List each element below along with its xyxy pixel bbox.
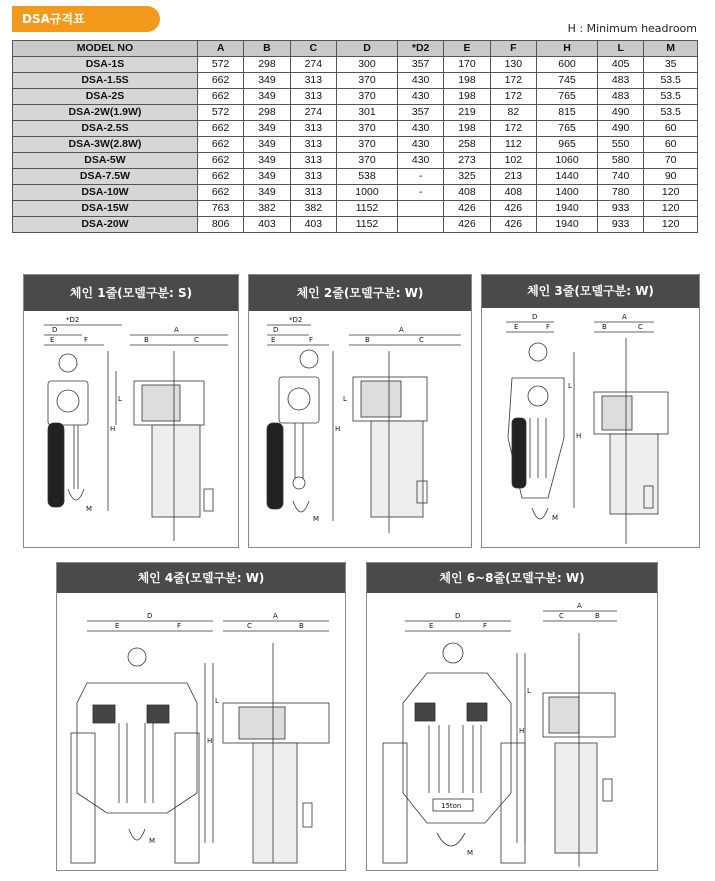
table-cell: 933 (597, 201, 643, 217)
dim-m-label: M (149, 837, 156, 845)
diagram-panel-2 (248, 274, 472, 548)
dim-d-label: D (455, 612, 461, 620)
dim-b-label: B (144, 336, 149, 344)
dim-l-label: L (343, 395, 347, 403)
dim-e-label: E (115, 622, 120, 630)
panel-1-title: 체인 1줄(모델구분: S) (24, 275, 238, 311)
dim-f-label: F (84, 336, 89, 344)
dim-d-label: D (147, 612, 153, 620)
column-header: H (537, 41, 598, 57)
table-cell: 349 (244, 137, 290, 153)
table-cell: 430 (397, 153, 443, 169)
table-cell: 426 (444, 217, 490, 233)
dim-m-label: M (313, 515, 320, 523)
dim-m-label: M (86, 505, 93, 513)
table-row (13, 153, 698, 169)
table-cell: 349 (244, 121, 290, 137)
table-cell (397, 217, 443, 233)
dim-f-label: F (177, 622, 182, 630)
table-cell: 1060 (537, 153, 598, 169)
table-header-row (13, 41, 698, 57)
model-cell: DSA-1.5S (13, 73, 198, 89)
table-cell: 483 (597, 73, 643, 89)
dim-a-label: A (399, 326, 404, 334)
table-row (13, 185, 698, 201)
model-cell: DSA-10W (13, 185, 198, 201)
capacity-label: 15ton (441, 802, 462, 810)
table-cell: 258 (444, 137, 490, 153)
table-cell: 426 (444, 201, 490, 217)
table-cell: 370 (337, 137, 398, 153)
table-cell: 120 (644, 217, 698, 233)
table-cell: 1400 (537, 185, 598, 201)
table-cell: 426 (490, 201, 536, 217)
dim-h-label: H (335, 425, 341, 433)
table-cell: 740 (597, 169, 643, 185)
table-cell: 90 (644, 169, 698, 185)
table-cell: - (397, 185, 443, 201)
panel-2-title: 체인 2줄(모델구분: W) (249, 275, 471, 311)
table-cell: 35 (644, 57, 698, 73)
table-cell: 430 (397, 73, 443, 89)
model-cell: DSA-2W(1.9W) (13, 105, 198, 121)
dim-c-label: C (559, 612, 564, 620)
section-tag: DSA규격표 (12, 6, 160, 32)
table-cell: 426 (490, 217, 536, 233)
table-cell: 213 (490, 169, 536, 185)
dim-a-label: A (174, 326, 179, 334)
table-cell: 490 (597, 105, 643, 121)
table-cell: 403 (290, 217, 336, 233)
dim-b-label: B (299, 622, 304, 630)
table-cell: 349 (244, 153, 290, 169)
dim-d-label: D (532, 313, 538, 321)
table-row (13, 217, 698, 233)
column-header: MODEL NO (13, 41, 198, 57)
headroom-note: H : Minimum headroom (567, 22, 697, 35)
dim-h-label: H (207, 737, 213, 745)
chain-3-diagram (482, 308, 699, 547)
dim-l-label: L (215, 697, 219, 705)
table-cell: 301 (337, 105, 398, 121)
table-cell (397, 201, 443, 217)
table-cell: 53.5 (644, 73, 698, 89)
table-cell: 763 (197, 201, 243, 217)
chain-4-diagram (57, 593, 345, 870)
table-row (13, 169, 698, 185)
dim-d-label: D (52, 326, 58, 334)
dim-f-label: F (309, 336, 314, 344)
dim-h-label: H (110, 425, 116, 433)
table-cell: 60 (644, 121, 698, 137)
column-header: C (290, 41, 336, 57)
table-cell: 408 (444, 185, 490, 201)
table-cell: 70 (644, 153, 698, 169)
dim-h-label: H (519, 727, 525, 735)
dim-a-label: A (273, 612, 278, 620)
table-cell: 130 (490, 57, 536, 73)
dim-b-label: B (602, 323, 607, 331)
table-cell: 430 (397, 89, 443, 105)
diagram-panel-1 (23, 274, 239, 548)
table-cell: 538 (337, 169, 398, 185)
table-row (13, 73, 698, 89)
table-cell: 662 (197, 185, 243, 201)
column-header: L (597, 41, 643, 57)
table-cell: 765 (537, 89, 598, 105)
table-cell: 403 (244, 217, 290, 233)
model-cell: DSA-3W(2.8W) (13, 137, 198, 153)
table-cell: 112 (490, 137, 536, 153)
dim-e-label: E (429, 622, 434, 630)
table-cell: 572 (197, 105, 243, 121)
table-cell: 662 (197, 169, 243, 185)
table-cell: 325 (444, 169, 490, 185)
table-cell: 349 (244, 89, 290, 105)
table-cell: 120 (644, 185, 698, 201)
table-cell: 370 (337, 89, 398, 105)
table-cell: 662 (197, 153, 243, 169)
table-cell: 1940 (537, 217, 598, 233)
table-row (13, 57, 698, 73)
table-cell: 349 (244, 185, 290, 201)
table-cell: 172 (490, 73, 536, 89)
table-cell: 580 (597, 153, 643, 169)
table-cell: 273 (444, 153, 490, 169)
column-header: A (197, 41, 243, 57)
dim-b-label: B (365, 336, 370, 344)
table-cell: 1152 (337, 217, 398, 233)
table-row (13, 121, 698, 137)
column-header: *D2 (397, 41, 443, 57)
table-cell: 490 (597, 121, 643, 137)
table-cell: 313 (290, 89, 336, 105)
table-cell: 170 (444, 57, 490, 73)
table-cell: 933 (597, 217, 643, 233)
dim-e-label: E (514, 323, 519, 331)
table-cell: 370 (337, 121, 398, 137)
diagram-panel-5 (366, 562, 658, 871)
dim-f-label: F (546, 323, 551, 331)
table-cell: 1152 (337, 201, 398, 217)
table-row (13, 89, 698, 105)
dim-m-label: M (467, 849, 474, 857)
panel-3-title: 체인 3줄(모델구분: W) (482, 275, 699, 308)
table-row (13, 105, 698, 121)
table-cell: 405 (597, 57, 643, 73)
table-row (13, 137, 698, 153)
table-cell: 382 (290, 201, 336, 217)
table-cell: 274 (290, 57, 336, 73)
table-cell: 357 (397, 57, 443, 73)
table-cell: 965 (537, 137, 598, 153)
table-cell: 313 (290, 121, 336, 137)
dim-d2-label: *D2 (289, 316, 303, 324)
table-cell: 172 (490, 121, 536, 137)
table-cell: 662 (197, 89, 243, 105)
chain-2-diagram (249, 311, 471, 547)
table-cell: 102 (490, 153, 536, 169)
column-header: D (337, 41, 398, 57)
table-cell: 572 (197, 57, 243, 73)
diagram-panel-4 (56, 562, 346, 871)
table-cell: 370 (337, 153, 398, 169)
model-cell: DSA-1S (13, 57, 198, 73)
table-cell: 172 (490, 89, 536, 105)
table-cell: 408 (490, 185, 536, 201)
table-cell: 313 (290, 137, 336, 153)
dim-m-label: M (552, 514, 559, 522)
table-cell: 780 (597, 185, 643, 201)
column-header: M (644, 41, 698, 57)
chain-6-8-diagram (367, 593, 657, 870)
model-cell: DSA-2.5S (13, 121, 198, 137)
table-cell: 349 (244, 169, 290, 185)
dim-e-label: E (271, 336, 276, 344)
table-cell: 1000 (337, 185, 398, 201)
panel-5-title: 체인 6~8줄(모델구분: W) (367, 563, 657, 593)
model-cell: DSA-7.5W (13, 169, 198, 185)
dim-a-label: A (577, 602, 582, 610)
table-cell: 662 (197, 137, 243, 153)
dim-d2-label: *D2 (66, 316, 80, 324)
dim-l-label: L (527, 687, 531, 695)
dim-c-label: C (194, 336, 199, 344)
table-cell: 765 (537, 121, 598, 137)
model-cell: DSA-15W (13, 201, 198, 217)
table-cell: 298 (244, 57, 290, 73)
dim-c-label: C (638, 323, 643, 331)
dim-h-label: H (576, 432, 582, 440)
model-cell: DSA-20W (13, 217, 198, 233)
table-cell: 274 (290, 105, 336, 121)
column-header: B (244, 41, 290, 57)
table-row (13, 201, 698, 217)
table-cell: 349 (244, 73, 290, 89)
table-cell: 662 (197, 121, 243, 137)
table-cell: 662 (197, 73, 243, 89)
dim-f-label: F (483, 622, 488, 630)
table-cell: 198 (444, 73, 490, 89)
table-cell: 1940 (537, 201, 598, 217)
table-cell: 60 (644, 137, 698, 153)
table-cell: 745 (537, 73, 598, 89)
table-cell: 219 (444, 105, 490, 121)
table-cell: 815 (537, 105, 598, 121)
model-cell: DSA-5W (13, 153, 198, 169)
dim-l-label: L (568, 382, 572, 390)
table-cell: 806 (197, 217, 243, 233)
table-cell: 300 (337, 57, 398, 73)
table-cell: 313 (290, 169, 336, 185)
table-cell: 313 (290, 185, 336, 201)
diagram-panel-3 (481, 274, 700, 548)
dim-d-label: D (273, 326, 279, 334)
table-cell: 382 (244, 201, 290, 217)
panel-4-title: 체인 4줄(모델구분: W) (57, 563, 345, 593)
chain-1-diagram (24, 311, 238, 547)
column-header: E (444, 41, 490, 57)
column-header: F (490, 41, 536, 57)
table-cell: 1440 (537, 169, 598, 185)
table-cell: - (397, 169, 443, 185)
table-cell: 298 (244, 105, 290, 121)
table-cell: 430 (397, 137, 443, 153)
table-cell: 53.5 (644, 89, 698, 105)
table-cell: 370 (337, 73, 398, 89)
dim-c-label: C (419, 336, 424, 344)
table-cell: 600 (537, 57, 598, 73)
table-cell: 550 (597, 137, 643, 153)
table-cell: 198 (444, 89, 490, 105)
table-cell: 120 (644, 201, 698, 217)
table-cell: 82 (490, 105, 536, 121)
table-cell: 313 (290, 153, 336, 169)
dim-a-label: A (622, 313, 627, 321)
table-cell: 313 (290, 73, 336, 89)
table-cell: 53.5 (644, 105, 698, 121)
table-cell: 198 (444, 121, 490, 137)
dim-e-label: E (50, 336, 55, 344)
dim-b-label: B (595, 612, 600, 620)
table-cell: 357 (397, 105, 443, 121)
table-cell: 430 (397, 121, 443, 137)
dim-l-label: L (118, 395, 122, 403)
spec-table (12, 40, 698, 233)
dim-c-label: C (247, 622, 252, 630)
model-cell: DSA-2S (13, 89, 198, 105)
table-cell: 483 (597, 89, 643, 105)
